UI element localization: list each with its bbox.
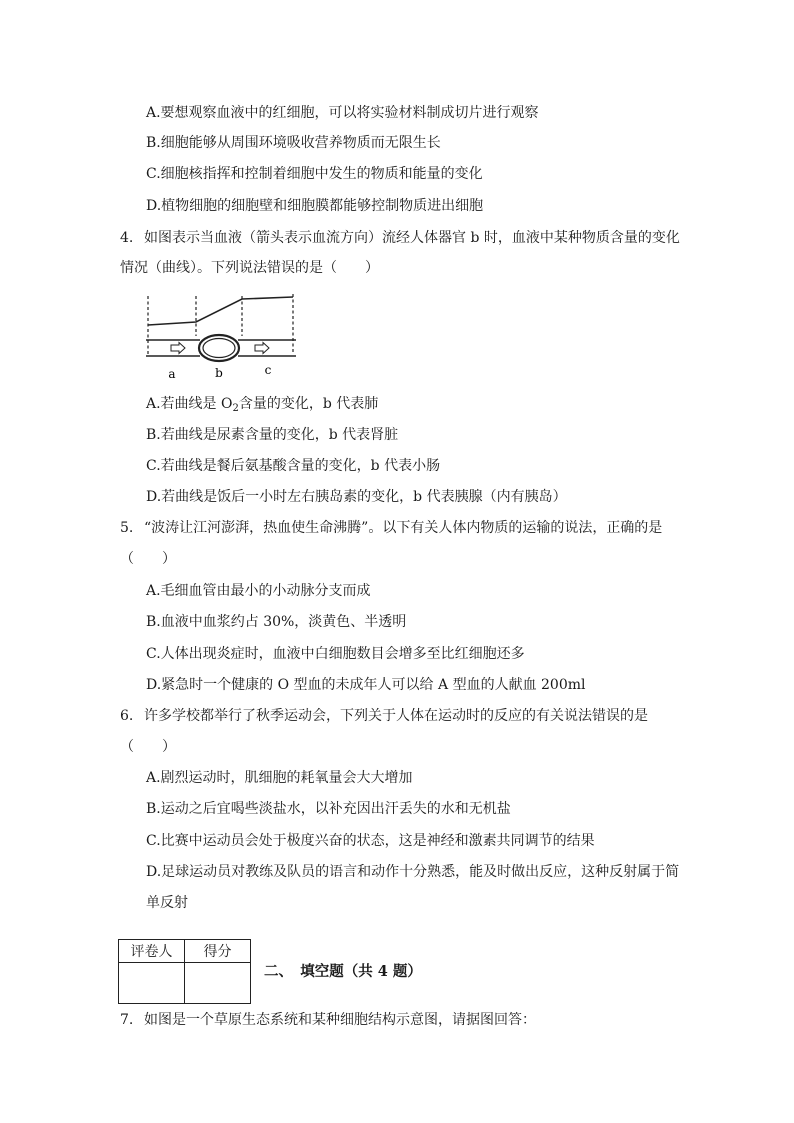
q6-stem-cont: （ ） [120,739,176,755]
figure-label-a: a [168,367,176,381]
q5-option-c: C.人体出现炎症时，血液中白细胞数目会增多至比红细胞还多 [146,646,525,662]
blood-flow-figure [140,288,310,383]
q4-stem-cont: 情况（曲线）。下列说法错误的是（ ） [120,260,379,276]
q5-option-a: A.毛细血管由最小的小动脉分支而成 [146,583,371,599]
section-title: 二、 填空题（共 4 题） [264,963,422,980]
q5-number: 5. [120,520,134,536]
q6-option-d-cont: 单反射 [146,895,188,911]
q5-option-b: B.血液中血浆约占 30%，淡黄色、半透明 [146,614,407,630]
q4-option-a: A.若曲线是 $O_2$含量的变化，b 代表肺 [146,396,379,414]
q4-option-b: B.若曲线是尿素含量的变化，b 代表肾脏 [146,427,399,443]
q4-stem: 如图表示当血液（箭头表示血流方向）流经人体器官 b 时，血液中某种物质含量的变化 [144,230,680,246]
flow-arrow-left-icon [171,343,185,354]
score-table-header-grader: 评卷人 [119,940,185,963]
score-table-header-score: 得分 [185,940,251,963]
score-table-cell-score[interactable] [185,963,251,1004]
figure-label-c: c [264,363,272,377]
q5-stem: “波涛让江河澎湃，热血使生命沸腾”。以下有关人体内物质的运输的说法，正确的是 [144,520,663,536]
q4-number: 4. [120,230,134,246]
q6-option-b: B.运动之后宜喝些淡盐水，以补充因出汗丢失的水和无机盐 [146,801,511,817]
q5-stem-cont: （ ） [120,551,176,567]
q6-number: 6. [120,708,134,724]
q6-stem: 许多学校都举行了秋季运动会，下列关于人体在运动时的反应的有关说法错误的是 [144,708,648,724]
q4-option-d: D.若曲线是饭后一小时左右胰岛素的变化，b 代表胰腺（内有胰岛） [146,489,567,505]
score-table [118,939,251,1004]
q3-option-b: B.细胞能够从周围环境吸收营养物质而无限生长 [146,135,441,151]
q5-option-d: D.紧急时一个健康的 O 型血的未成年人可以给 A 型血的人献血 200ml [146,677,586,693]
score-table-cell-grader[interactable] [119,963,185,1004]
organ-b-inner [203,339,235,358]
content-curve [148,297,293,325]
q3-option-c: C.细胞核指挥和控制着细胞中发生的物质和能量的变化 [146,166,483,182]
q4-option-c: C.若曲线是餐后氨基酸含量的变化，b 代表小肠 [146,458,441,474]
figure-label-b: b [215,366,223,380]
q3-option-a: A.要想观察血液中的红细胞，可以将实验材料制成切片进行观察 [146,105,539,121]
q6-option-d: D.足球运动员对教练及队员的语言和动作十分熟悉，能及时做出反应，这种反射属于简 [146,864,680,880]
flow-arrow-right-icon [255,343,269,354]
q7-number: 7. [120,1012,134,1028]
q6-option-c: C.比赛中运动员会处于极度兴奋的状态，这是神经和激素共同调节的结果 [146,833,595,849]
q3-option-d: D.植物细胞的细胞壁和细胞膜都能够控制物质进出细胞 [146,198,484,214]
q6-option-a: A.剧烈运动时，肌细胞的耗氧量会大大增加 [146,770,413,786]
q7-stem: 如图是一个草原生态系统和某种细胞结构示意图，请据图回答： [144,1012,536,1028]
